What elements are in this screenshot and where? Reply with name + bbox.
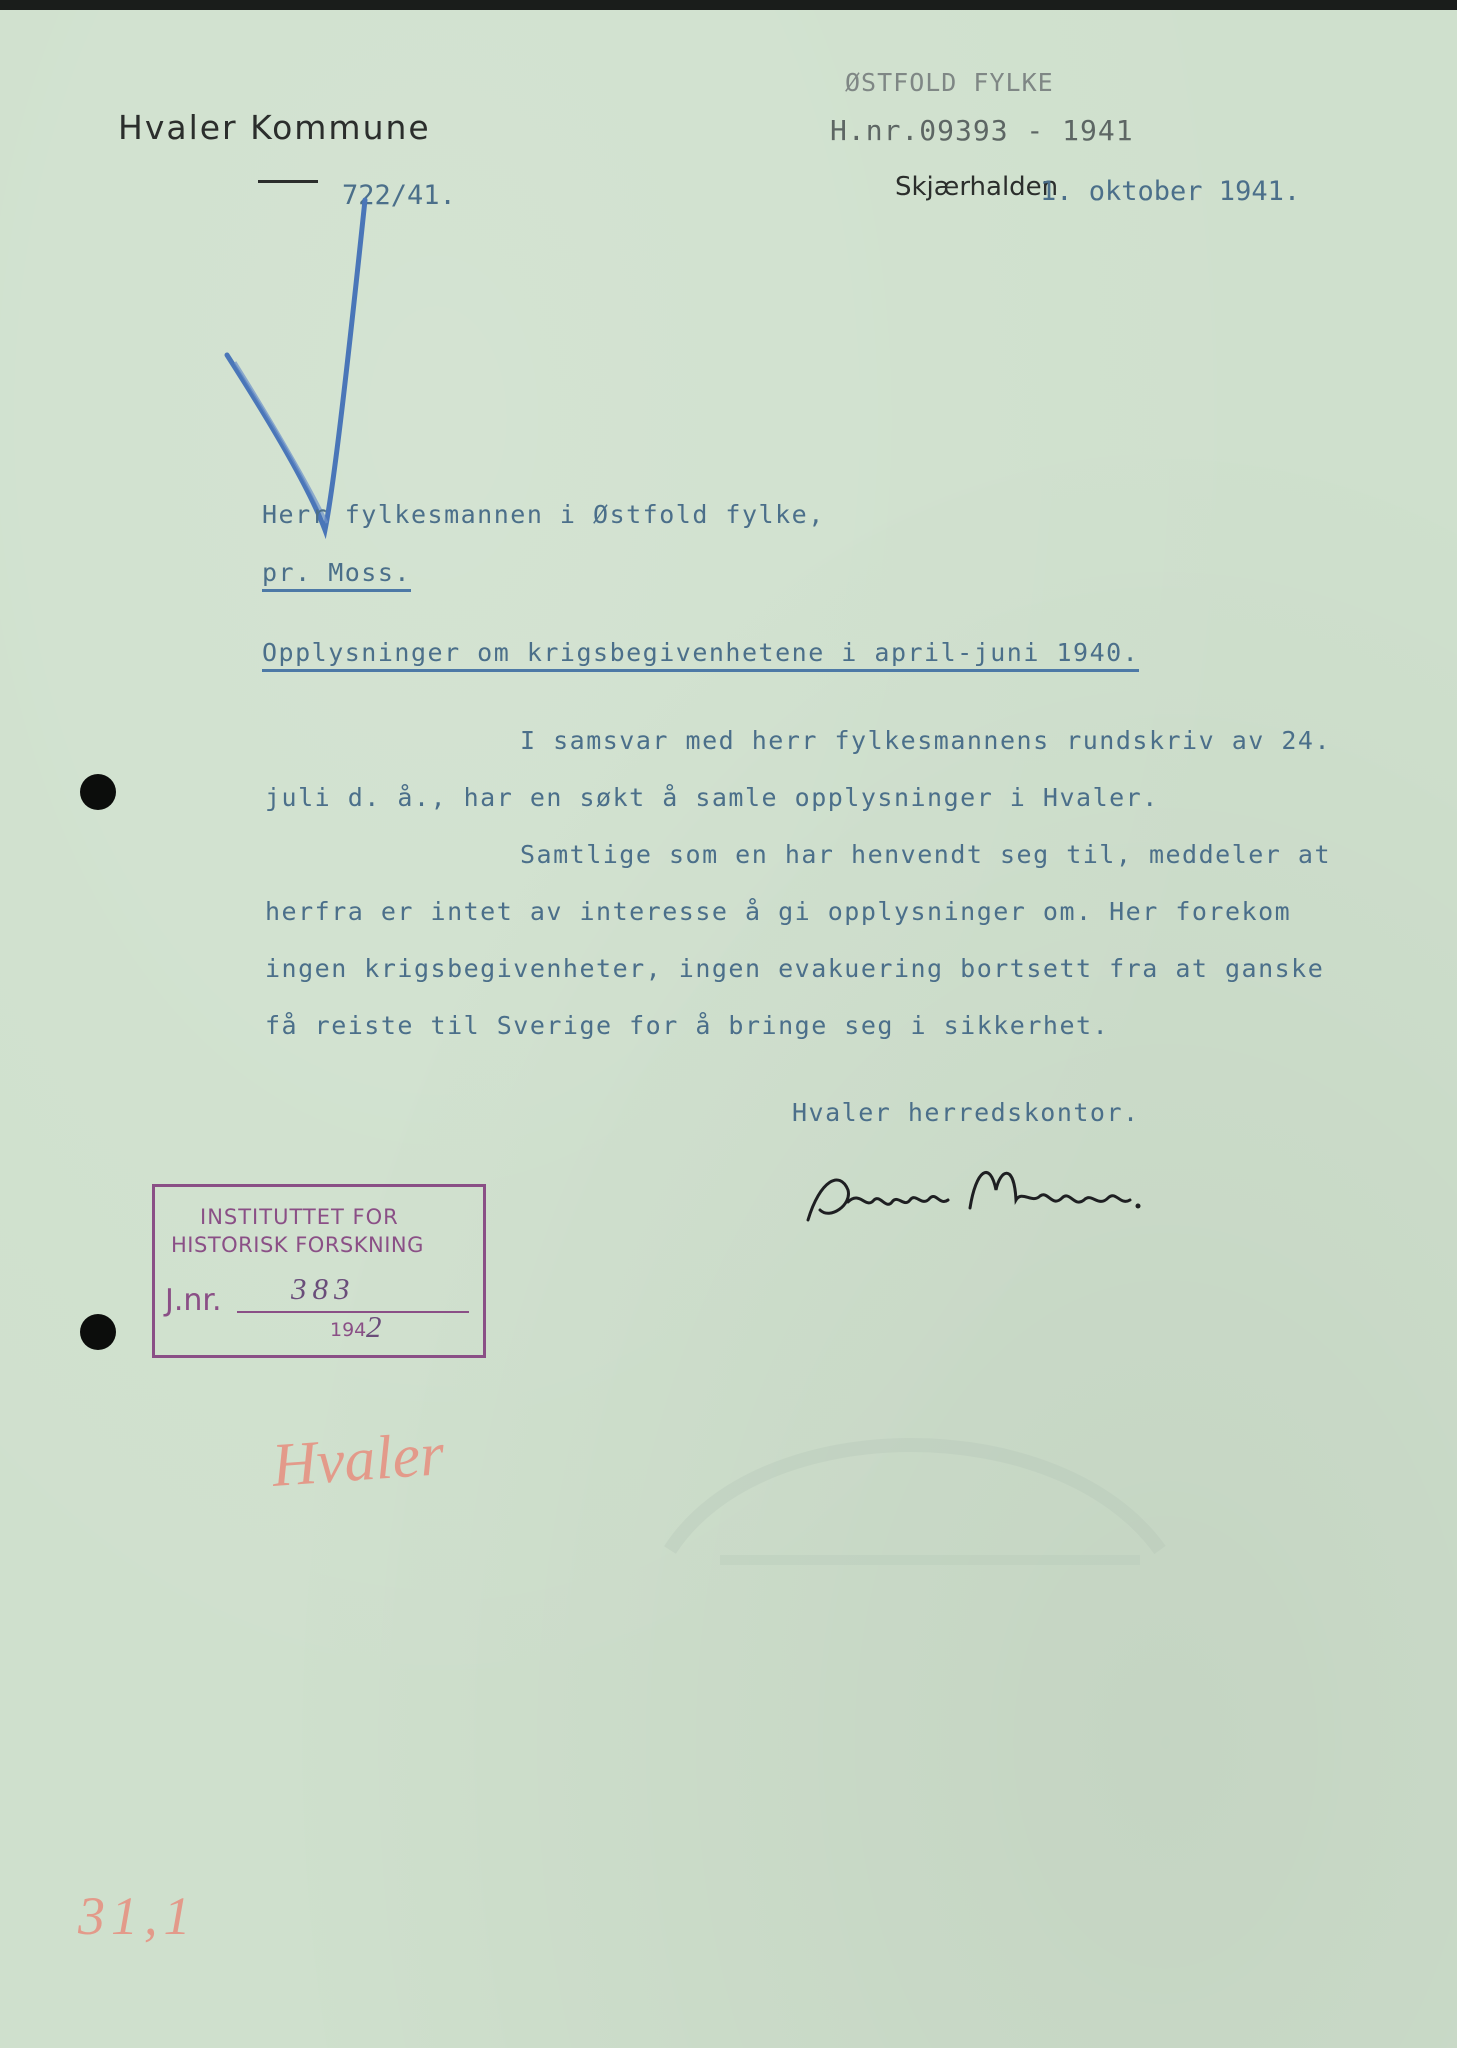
- pencil-note-place: Hvaler: [269, 1420, 447, 1500]
- archive-stamp-rule: [237, 1311, 469, 1313]
- body-line: få reiste til Sverige for å bringe seg i sikkerhet.: [265, 1011, 1110, 1040]
- recipient-line-1: Herr fylkesmannen i Østfold fylke,: [262, 500, 825, 529]
- letter-date: 1. oktober 1941.: [1040, 176, 1301, 207]
- archive-stamp-year-printed: 194: [330, 1319, 367, 1341]
- body-line: ingen krigsbegivenheter, ingen evakuering bortsett fra at ganske: [265, 954, 1325, 983]
- letterhead-rule: [258, 180, 318, 183]
- archive-stamp-jnr-value: 383: [291, 1271, 356, 1306]
- punch-hole: [80, 774, 116, 810]
- punch-hole: [80, 1314, 116, 1350]
- body-line: herfra er intet av interesse å gi opplysninger om. Her forekom: [265, 897, 1292, 926]
- blue-check-mark: [215, 190, 375, 550]
- signature: [800, 1150, 1150, 1240]
- body-line: Samtlige som en har henvendt seg til, meddeler at: [520, 840, 1332, 869]
- registry-stamp-county: ØSTFOLD FYLKE: [845, 68, 1054, 97]
- reference-number: 722/41.: [342, 180, 456, 211]
- archive-stamp-line-2: HISTORISK FORSKNING: [171, 1233, 424, 1257]
- archive-stamp-jnr-label: J.nr.: [165, 1283, 222, 1318]
- body-line: I samsvar med herr fylkesmannens rundskriv av 24.: [520, 726, 1332, 755]
- archive-stamp-year-written: 2: [366, 1309, 382, 1344]
- archive-stamp-line-1: INSTITUTTET FOR: [200, 1205, 399, 1229]
- archive-stamp: [152, 1184, 486, 1358]
- recipient-line-2: pr. Moss.: [262, 558, 411, 592]
- closing-office: Hvaler herredskontor.: [792, 1098, 1140, 1127]
- watermark: [640, 1350, 1200, 1590]
- registry-stamp-number: H.nr.09393 - 1941: [830, 114, 1134, 147]
- body-line: juli d. å., har en søkt å samle opplysninger i Hvaler.: [265, 783, 1159, 812]
- letter-place: Skjærhalden: [895, 172, 1059, 202]
- letterhead-title: Hvaler Kommune: [118, 108, 431, 147]
- subject-line: Opplysninger om krigsbegivenhetene i april-juni 1940.: [262, 638, 1139, 672]
- pencil-note-number: 31,1: [78, 1886, 197, 1946]
